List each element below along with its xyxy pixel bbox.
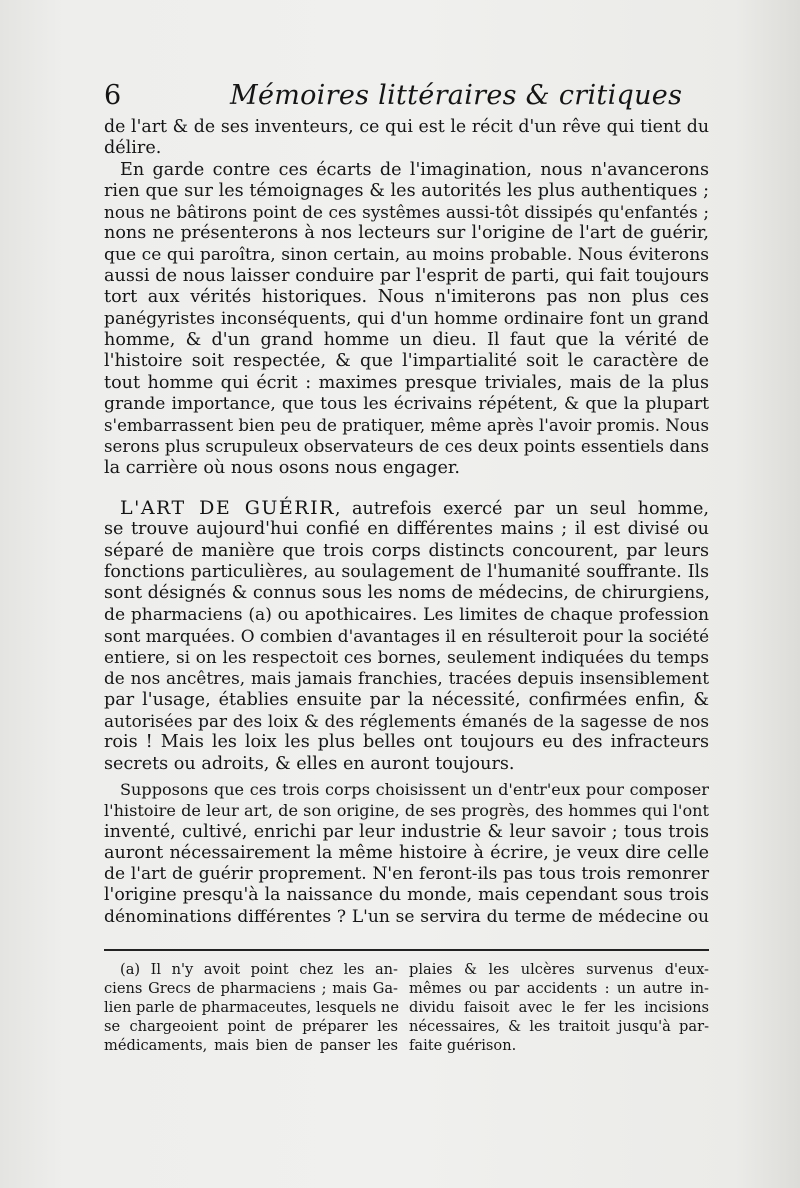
text-line: séparé de manière que trois corps distincts concourent, par leurs [104,540,709,561]
text-line: par l'usage, établies ensuite par la nécessité, confirmées enfin, & [104,689,709,710]
text-line: la carrière où nous osons nous engager. [104,457,460,478]
text-line: sont marquées. O combien d'avantages il en résulteroit pour la société [104,625,710,646]
paragraph-supposons [104,779,709,928]
text-line: En garde contre ces écarts de l'imagination, nous n'avancerons [120,159,709,180]
text-line: homme, & d'un grand homme un dieu. Il faut que la vérité de [104,329,709,350]
text-line: l'histoire soit respectée, & que l'impartialité soit le caractère de [104,351,709,372]
body-text [104,117,709,928]
footnote-line: médicaments, mais bien de panser les [104,1037,398,1054]
section-lead: L'ART DE GUÉRIR [120,497,335,520]
text-line: aussi de nous laisser conduire par l'esprit de parti, qui fait toujours [104,266,709,287]
text-line: s'embarrassent bien peu de pratiquer, même après l'avoir promis. Nous [104,416,709,436]
text-line: l'histoire de leur art, de son origine, de ses progrès, des hommes qui l'ont [104,801,709,821]
text-line: serons plus scrupuleux observateurs de ces deux points essentiels dans [104,437,709,457]
text-line: tout homme qui écrit : maximes presque triviales, mais de la plus [104,372,709,393]
text-line: fonctions particulières, au soulagement de l'humanité souffrante. Ils [104,561,709,582]
footnote-line: ciens Grecs de pharmaciens ; mais Ga- [104,980,398,997]
footnote-line: mêmes ou par accidents : un autre in- [409,980,709,997]
section-lead-rest: , autrefois exercé par un seul homme, [334,499,709,520]
running-title: Mémoires littéraires & critiques [230,80,683,111]
text-line: de pharmaciens (a) ou apothicaires. Les limites de chaque profession [104,604,709,625]
text-line: nons ne présenterons à nos lecteurs sur l'origine de l'art de guérir, [104,223,709,244]
text-line: de nos ancêtres, mais jamais franchies, tracées depuis insensiblement [104,668,709,689]
text-line: Supposons que ces trois corps choisissent un d'entr'eux pour composer [120,779,709,799]
text-line: sont désignés & connus sous les noms de médecins, de chirurgiens, [104,583,710,604]
footnote-line: nécessaires, & les traitoit jusqu'à par- [409,1018,709,1035]
footnote-column-right [409,960,709,1055]
text-line: l'origine presqu'à la naissance du monde, mais cependant sous trois [104,885,709,906]
text-line: de l'art & de ses inventeurs, ce qui est le récit d'un rêve qui tient du [104,117,709,137]
footnote-column-left [104,960,398,1055]
paragraph-continuation [104,117,709,160]
text-line: se trouve aujourd'hui confié en différentes mains ; il est divisé ou [104,519,709,540]
paragraph-gap [104,479,709,498]
text-line: que ce qui paroîtra, sinon certain, au moins probable. Nous éviterons [104,244,709,265]
text-line: rien que sur les témoignages & les autorités les plus authentiques ; [104,180,709,201]
text-line: autorisées par des loix & des réglements émanés de la sagesse de nos [104,711,709,732]
text-line: grande importance, que tous les écrivains répétent, & que la plupart [104,393,709,414]
text-line: tort aux vérités historiques. Nous n'imiterons pas non plus ces [104,287,709,308]
footnote-line: lien parle de pharmaceutes, lesquels ne [104,999,400,1016]
footnote-rule [104,949,709,951]
footnote-line: faite guérison. [409,1037,517,1054]
page-header [104,78,704,118]
paragraph-method [104,160,709,479]
text-line: auront nécessairement la même histoire à écrire, je veux dire celle [104,842,709,863]
text-line: secrets ou adroits, & elles en auront toujours. [104,753,515,774]
footnote-line: (a) Il n'y avoit point chez les an- [120,961,398,978]
text-line: panégyristes inconséquents, qui d'un homme ordinaire font un grand [104,308,709,329]
text-line: délire. [104,138,162,159]
text-line: rois ! Mais les loix les plus belles ont toujours eu des infracteurs [104,732,709,753]
page-number: 6 [104,80,122,111]
footnote-line: se chargeoient point de préparer les [104,1018,398,1035]
text-line: entiere, si on les respectoit ces bornes, seulement indiquées du temps [104,647,709,668]
text-line [104,498,709,519]
text-line: dénominations différentes ? L'un se servira du terme de médecine ou [104,906,709,927]
text-line: inventé, cultivé, enrichi par leur industrie & leur savoir ; tous trois [104,821,709,842]
footnote-line: plaies & les ulcères survenus d'eux- [409,961,709,978]
paragraph-art-de-guerir [104,498,709,775]
text-line: de l'art de guérir proprement. N'en feront-ils pas tous trois remonrer [104,864,709,885]
footnote-line: dividu faisoit avec le fer les incisions [409,999,709,1016]
text-line: nous ne bâtirons point de ces systêmes aussi-tôt dissipés qu'enfantés ; [104,202,709,223]
